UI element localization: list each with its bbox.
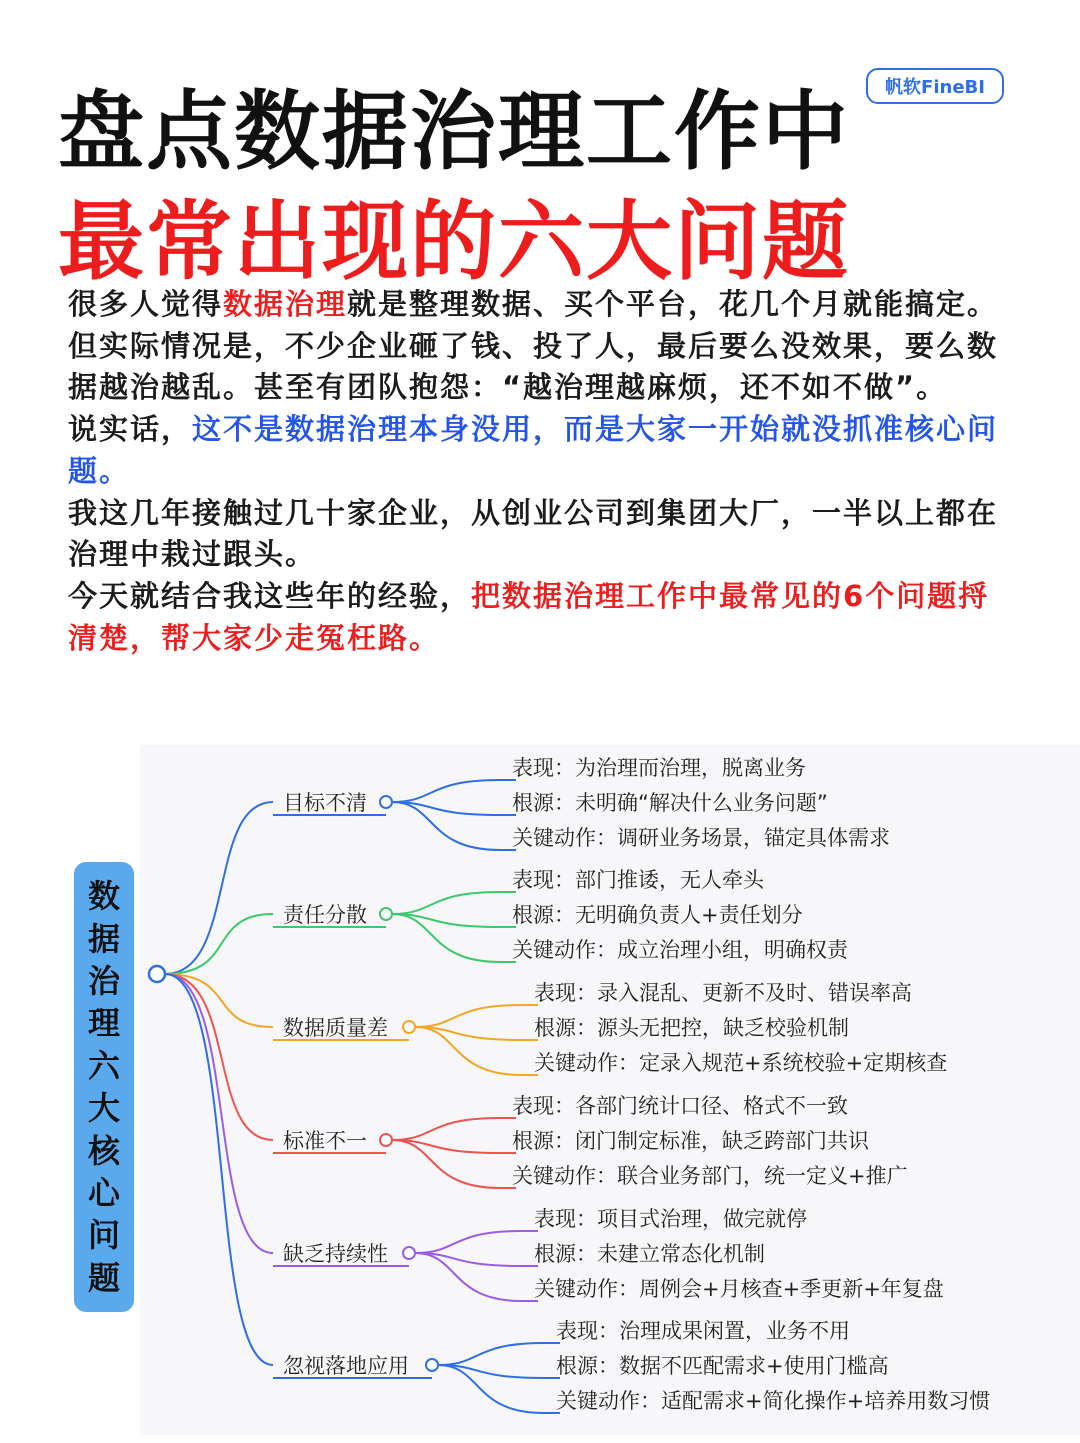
mindmap-leaf: 表现：为治理而治理，脱离业务 [512,756,806,780]
root-label-char: 大 [87,1089,120,1128]
mindmap-leaf: 根源：数据不匹配需求+使用门槛高 [556,1354,889,1378]
mindmap-leaf: 表现：项目式治理，做完就停 [534,1207,807,1231]
topic-node [380,796,392,808]
page-title-line2: 最常出现的六大问题 [58,192,850,292]
mindmap-topic: 忽视落地应用 [283,1354,409,1378]
topic-to-leaf-connector [438,1365,544,1413]
page-title-line1: 盘点数据治理工作中 [58,82,850,182]
mindmap-topic: 数据质量差 [283,1016,388,1040]
root-node [149,966,165,982]
brand-badge: 帆软FineBI [866,68,1004,104]
mindmap-leaf: 根源：未建立常态化机制 [534,1242,765,1266]
mindmap-leaf: 表现：部门推诿，无人牵头 [512,868,764,892]
intro-p5-highlight: 把数据治理工作中最常见的6个问题捋清楚，帮大家少走冤枉路。 [68,578,990,655]
mindmap-leaf: 关键动作：适配需求+简化操作+培养用数习惯 [556,1389,991,1413]
mindmap-leaf: 根源：未明确“解决什么业务问题” [512,791,828,815]
topic-to-leaf-connector [392,892,500,914]
root-label-char: 题 [87,1258,120,1297]
intro-p5-a: 今天就结合我这些年的经验， [68,578,472,613]
mindmap-leaf: 表现：录入混乱、更新不及时、错误率高 [534,981,912,1005]
mindmap-topic: 责任分散 [283,903,367,927]
intro-paragraph-4: 我这几年接触过几十家企业，从创业公司到集团大厂，一半以上都在治理中栽过跟头。 [68,495,999,572]
intro-p1-highlight: 数据治理 [223,287,348,321]
intro-p1-c: 就是整理数据、买个平台，花几个月就能搞定。 [347,287,999,321]
mindmap-leaf: 关键动作：周例会+月核查+季更新+年复盘 [534,1277,944,1301]
mindmap-topic: 标准不一 [283,1129,367,1153]
topic-to-leaf-connector [392,1140,500,1188]
topic-node [380,1134,392,1146]
mindmap-topic: 缺乏持续性 [283,1242,388,1266]
root-label-char: 问 [87,1216,120,1255]
mindmap-leaf: 关键动作：调研业务场景，锚定具体需求 [512,826,890,850]
mindmap-topic: 目标不清 [283,791,367,815]
topic-node [426,1359,438,1371]
intro-paragraph-3 [68,409,1018,492]
topic-node [380,908,392,920]
intro-p3-highlight: 这不是数据治理本身没用，而是大家一开始就没抓准核心问题。 [68,412,999,488]
topic-to-leaf-connector [392,802,500,850]
intro-paragraph-5 [68,576,1018,659]
intro-paragraph-2: 但实际情况是，不少企业砸了钱、投了人，最后要么没效果，要么数据越治越乱。甚至有团队抱怨：“越治理越麻烦，还不如不做”。 [68,328,999,405]
topic-to-leaf-connector [392,1118,500,1140]
topic-to-leaf-connector [415,1027,522,1075]
mindmap-leaf: 根源：源头无把控，缺乏校验机制 [534,1016,849,1040]
root-to-topic-connector [165,974,273,1365]
root-label-char: 数 [87,877,120,916]
intro-p3-a: 说实话， [68,412,193,447]
topic-to-leaf-connector [415,1231,522,1253]
topic-to-leaf-connector [438,1343,544,1365]
mindmap [140,745,1080,1435]
topic-to-leaf-connector [415,1005,522,1027]
topic-to-leaf-connector [392,780,500,802]
intro-paragraph-1 [68,284,1018,326]
root-to-topic-connector [165,914,273,974]
topic-node [403,1021,415,1033]
topic-node [403,1247,415,1259]
intro-p1-a: 很多人觉得 [68,287,224,321]
mindmap-root-label [74,862,134,1312]
root-label-char: 治 [87,962,120,1001]
topic-to-leaf-connector [415,1253,522,1301]
mindmap-leaf: 根源：无明确负责人+责任划分 [512,903,803,927]
mindmap-leaf: 关键动作：联合业务部门，统一定义+推广 [512,1164,908,1188]
root-to-topic-connector [165,974,273,1253]
mindmap-leaf: 关键动作：成立治理小组，明确权责 [512,938,848,962]
mindmap-leaf: 表现：治理成果闲置，业务不用 [556,1319,850,1343]
intro-text [68,284,1018,659]
mindmap-leaf: 表现：各部门统计口径、格式不一致 [512,1094,848,1118]
root-label-char: 据 [87,919,120,958]
root-label-char: 核 [87,1131,120,1170]
topic-to-leaf-connector [392,914,500,962]
mindmap-leaf: 根源：闭门制定标准，缺乏跨部门共识 [512,1129,869,1153]
root-label-char: 六 [87,1046,120,1085]
mindmap-leaf: 关键动作：定录入规范+系统校验+定期核查 [534,1051,948,1075]
root-label-char: 心 [87,1173,120,1212]
root-label-char: 理 [87,1004,120,1043]
